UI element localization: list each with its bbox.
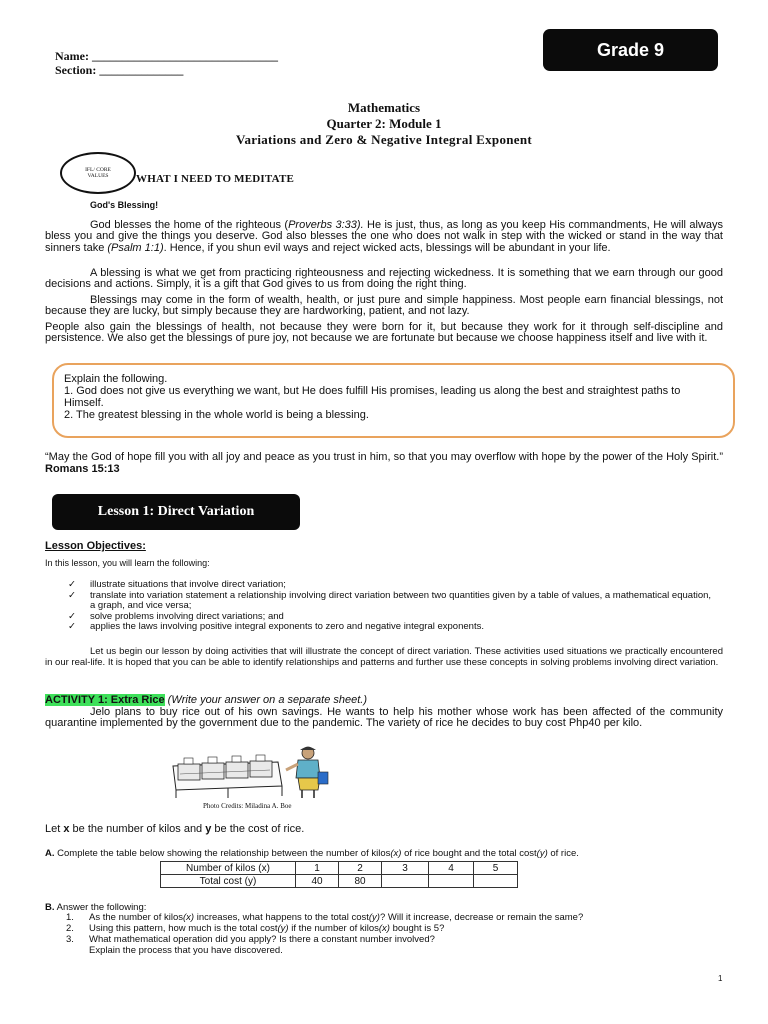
- core-values-oval: [60, 152, 136, 194]
- list-item: 3. What mathematical operation did you apply? Is there a constant number involved?: [66, 934, 435, 945]
- activity-note: (Write your answer on a separate sheet.): [164, 694, 367, 706]
- blessing-paragraph-1: God blesses the home of the righteous (Proverbs 3:33). He is just, thus, as long as you keep His commandments, He will always bless you and give the things you deserve. God also blesses the one who does not walk in step with the wicked or stand in the way that sinners take (Psalm 1:1). Hence, if you shun evil ways and reject wicked acts, blessings will be abundant in your life.: [45, 219, 724, 254]
- subject-title: Mathematics: [347, 100, 421, 115]
- checkmark-icon: ✓: [68, 610, 76, 622]
- table-cell[interactable]: [429, 875, 474, 888]
- blessing-paragraph-3: Blessings may come in the form of wealth, health, or just pure and simple happiness. Most people earn financial blessings, not because they are lucky, but simply because they are hardworking, patient, and not lazy.: [45, 294, 723, 318]
- table-cell: 2: [339, 862, 382, 875]
- blessing-paragraph-2: A blessing is what we get from practicing righteousness and rejecting wickedness. It is something that we earn through our good decisions and actions. Simply, it is a gift that God gives to us from doing the right thing.: [45, 267, 723, 291]
- table-cell: 80: [339, 875, 382, 888]
- lesson-intro-paragraph: Let us begin our lesson by doing activities that will illustrate the concept of direct variation. These activities used situations we practically encountered in our real-life. It is hoped that you can be able to identify relationships and patterns and further use these concepts in solving problems involving direct variation.: [45, 646, 723, 668]
- activity-story: Jelo plans to buy rice out of his own savings. He wants to help his mother whose work has been affected of the community quarantine implemented by the government due to the pandemic. The variety of rice he decides to buy cost Php40 per kilo.: [45, 706, 723, 730]
- meditate-heading: WHAT I NEED TO MEDITATE: [136, 173, 295, 185]
- table-cell: Total cost (y): [161, 875, 296, 888]
- lesson-title: Lesson 1: Direct Variation: [52, 494, 300, 530]
- quarter-title: Quarter 2: Module 1: [326, 116, 442, 131]
- part-b-instruction: B. Answer the following:: [45, 902, 147, 913]
- explain-heading: Explain the following.: [64, 373, 168, 385]
- objectives-list: [68, 580, 718, 633]
- explain-item-2: 2. The greatest blessing in the whole world is being a blessing.: [64, 409, 369, 421]
- table-cell[interactable]: [474, 875, 518, 888]
- page-number: 1: [718, 974, 723, 983]
- gods-blessing-subheading: God's Blessing!: [90, 200, 159, 210]
- core-values-text: IFL/ CORE VALUES: [85, 167, 111, 179]
- list-item: ✓ solve problems involving direct variations; and: [68, 610, 284, 622]
- psalm-reference: (Psalm 1:1): [107, 241, 164, 254]
- table-cell: Number of kilos (x): [161, 862, 296, 875]
- list-item: 1. As the number of kilos(x) increases, what happens to the total cost(y)? Will it increase, decrease or remain the same?: [66, 912, 584, 923]
- explain-item-1: 1. God does not give us everything we want, but He does fulfill His promises, leading us along the best and straightest paths to Himself.: [64, 385, 681, 409]
- list-item: Explain the process that you have discovered.: [89, 945, 283, 956]
- list-item: 2. Using this pattern, how much is the total cost(y) if the number of kilos(x) bought is 5?: [66, 923, 445, 934]
- bible-quote: “May the God of hope fill you with all joy and peace as you trust in him, so that you may overflow with hope by the power of the Holy Spirit.” Romans 15:13: [45, 451, 723, 475]
- list-item: ✓ translate into variation statement a relationship involving direct variation between two quantities given by a table of values, a mathematical equation, a graph, and vice versa;: [68, 589, 712, 611]
- checkmark-icon: ✓: [68, 621, 76, 632]
- list-item: ✓ applies the laws involving positive integral exponents to zero and negative integral exponents.: [68, 621, 484, 632]
- objectives-intro: In this lesson, you will learn the following:: [45, 558, 210, 568]
- objectives-heading: Lesson Objectives:: [45, 540, 146, 552]
- rice-stall-illustration: [168, 744, 338, 800]
- table-cell: 5: [474, 862, 518, 875]
- list-item: ✓ illustrate situations that involve direct variation;: [68, 579, 286, 590]
- module-title: Variations and Zero & Negative Integral Exponent: [235, 132, 533, 147]
- table-row: [161, 862, 518, 875]
- photo-credit: Photo Credits: Miladina A. Boe: [203, 802, 292, 810]
- question-list: [66, 912, 686, 956]
- grade-badge: Grade 9: [543, 29, 718, 71]
- explain-box: [52, 363, 735, 438]
- table-cell: 4: [429, 862, 474, 875]
- variable-definition: Let x be the number of kilos and y be the cost of rice.: [45, 823, 305, 835]
- checkmark-icon: ✓: [68, 589, 76, 601]
- section-field-label: Section: ______________: [55, 63, 184, 77]
- activity-highlight: ACTIVITY 1: Extra Rice: [45, 694, 165, 706]
- table-cell[interactable]: [382, 875, 429, 888]
- quote-reference: Romans 15:13: [45, 463, 120, 475]
- checkmark-icon: ✓: [68, 579, 76, 590]
- part-a-instruction: A. Complete the table below showing the relationship between the number of kilos(x) of rice bought and the total cost(y) of rice.: [45, 848, 579, 859]
- table-cell: 1: [296, 862, 339, 875]
- name-field-label: Name: _______________________________: [55, 49, 278, 63]
- kilos-cost-table: [160, 861, 518, 888]
- blessing-paragraph-4: People also gain the blessings of health, not because they were born for it, but because they work for it through self-discipline and persistence. We also get the blessings of pure joy, not because we are fortunate but because we choose happiness itself and live with it.: [45, 321, 723, 345]
- table-cell: 40: [296, 875, 339, 888]
- table-cell: 3: [382, 862, 429, 875]
- activity-title: [45, 694, 367, 706]
- proverbs-reference: Proverbs 3:33).: [288, 219, 364, 231]
- table-row: [161, 875, 518, 888]
